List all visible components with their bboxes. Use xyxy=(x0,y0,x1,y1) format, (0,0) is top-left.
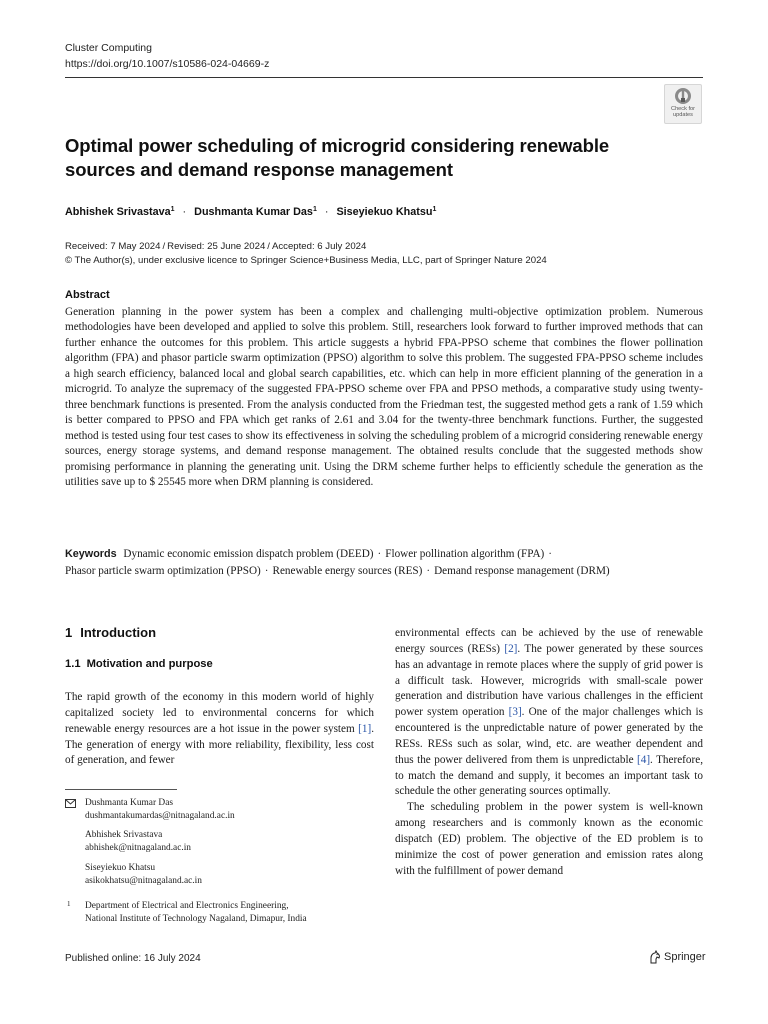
author-name: Dushmanta Kumar Das xyxy=(85,798,174,808)
copyright-line: © The Author(s), under exclusive licence to Springer Science+Business Media, LLC, part of Springer Nature 2024 xyxy=(65,255,547,266)
keyword: Phasor particle swarm optimization (PPSO) xyxy=(65,565,261,577)
keywords: Keywords Dynamic economic emission dispatch problem (DEED) · Flower pollination algorithm (FPA) · Phasor particle swarm optimization (PPSO) · Renewable energy sources (RES) · Demand response management (DRM) xyxy=(65,548,610,577)
author-separator: · xyxy=(182,206,187,218)
author-name: Abhishek Srivastava xyxy=(85,830,163,840)
author-separator: · xyxy=(324,206,329,218)
author-name: Siseyiekuo Khatsu xyxy=(85,863,156,873)
author-name[interactable]: Siseyiekuo Khatsu xyxy=(336,206,433,218)
publication-dates: Received: 7 May 2024 / Revised: 25 June 2024 / Accepted: 6 July 2024 © The Author(s), under exclusive licence to Springer Science+Business Media, LLC, part of Springer Nature 2024 xyxy=(65,241,547,266)
author-email[interactable]: asikokhatsu@nitnagaland.ac.in xyxy=(85,875,202,886)
author-name[interactable]: Dushmanta Kumar Das xyxy=(194,206,313,218)
revised-date: Revised: 25 June 2024 xyxy=(167,241,266,252)
publisher-logo xyxy=(648,950,706,964)
accepted-date: Accepted: 6 July 2024 xyxy=(271,241,367,252)
left-column-text xyxy=(65,690,374,769)
author-list xyxy=(65,202,436,220)
paragraph: The scheduling problem in the power system is well-known among researchers and is commonly known as the economic dispatch (ED) problem. The objective of the ED problem is to minimize the cost of power generation and emission rates along with the fulfillment of power demand xyxy=(395,801,703,877)
footnote-rule xyxy=(65,789,177,790)
paragraph: environmental effects can be achieved by the use of renewable energy sources (RESs) [2]. The power generated by these sources has an advantage in remote places where the supply of grid power is a difficult task. However, microgrids with small-scale power generation and distribution have various challenges in the efficient power system operation [3]. One of the major challenges which is encountered is the unpredictable nature of power generated by the RESs. RESs such as solar, wind, etc. are weather dependent and thus the power delivered from them is unpredictable [4]. Therefore, to match the demand and supply, it becomes an important task to schedule the other generating sources optimally. xyxy=(395,627,703,798)
doi-link[interactable]: https://doi.org/10.1007/s10586-024-04669-z xyxy=(65,58,270,70)
badge-text: Check for updates xyxy=(671,106,695,118)
affiliation-marker: 1 xyxy=(312,206,317,213)
paragraph: The rapid growth of the economy in this modern world of highly capitalized society led to environmental concerns for which renewable energy resources are a hot issue in the power system [1]. The generation of energy with more reliability, flexibility, less cost of generation, and fewer xyxy=(65,691,374,767)
published-online: Published online: 16 July 2024 xyxy=(65,953,201,964)
citation-link[interactable]: [2] xyxy=(504,642,518,655)
author-email[interactable]: abhishek@nitnagaland.ac.in xyxy=(85,842,191,853)
section-heading-introduction: 1 Introduction xyxy=(65,625,157,640)
header-rule xyxy=(65,77,703,78)
affiliation-marker: 1 xyxy=(170,206,175,213)
affiliation-line: Department of Electrical and Electronics Engineering, xyxy=(85,901,289,911)
received-date: Received: 7 May 2024 xyxy=(65,241,161,252)
affiliation-number: 1 xyxy=(67,900,71,908)
check-for-updates-icon xyxy=(674,87,692,105)
springer-horse-icon xyxy=(648,950,661,964)
author-email[interactable]: dushmantakumardas@nitnagaland.ac.in xyxy=(85,810,235,821)
affiliation-line: National Institute of Technology Nagaland, Dimapur, India xyxy=(85,913,307,924)
abstract-heading: Abstract xyxy=(65,289,110,301)
envelope-icon xyxy=(65,799,76,808)
citation-link[interactable]: [3] xyxy=(508,706,522,719)
citation-link[interactable]: [1] xyxy=(358,722,372,735)
subsection-heading-motivation: 1.1 Motivation and purpose xyxy=(65,658,213,670)
abstract-text: Generation planning in the power system has been a complex and challenging multi-objective optimization problem. Numerous methodologies have been developed and applied to solve this problem. Still, researchers look forward to further improved methods that can further enhance the outcomes for this problem. This article suggests a hybrid FPA-PPSO scheme that combines the flower pollination algorithm (FPA) and phasor particle swarm optimization (PPSO) algorithm to solve this problem. The suggested FPA-PPSO scheme includes a high search efficiency, balanced local and global search capabilities, etc. which can help in more efficient planning of the generation in a microgrid. To analyze the supremacy of the suggested FPA-PPSO scheme over FPA and PPSO methods, a comparative study using twenty-three benchmark functions is presented. From the analysis conducted from the Friedman test, the suggested method gets a rank of 1.59 which is better compared to PPSO and FPA which get ranks of 2.61 and 3.04 for the twenty-three benchmark functions. Further, the suggested method is tested using four test cases to show its effectiveness in solving the scheduling problem of a microgrid considering renewable energy sources, energy storage systems, and demand response management. The obtained results conclude that the suggested methods show promising performance in planning the generating unit. Using the DRM scheme further helps to efficiently schedule the generation as the utilities save up to $ 25545 more when DRM planning is considered. xyxy=(65,306,703,488)
citation-link[interactable]: [4] xyxy=(637,753,651,766)
check-for-updates-badge[interactable] xyxy=(664,84,702,124)
keyword: Demand response management (DRM) xyxy=(434,565,610,577)
publisher-name: Springer xyxy=(664,951,706,963)
keyword: Renewable energy sources (RES) xyxy=(272,565,423,577)
journal-header xyxy=(65,40,269,72)
right-column-text xyxy=(395,626,703,880)
journal-name: Cluster Computing xyxy=(65,42,152,54)
keyword: Flower pollination algorithm (FPA) xyxy=(385,548,545,560)
affiliation-marker: 1 xyxy=(432,206,437,213)
keywords-heading: Keywords xyxy=(65,548,117,560)
paper-title: Optimal power scheduling of microgrid considering renewable sources and demand response management xyxy=(65,135,610,180)
keyword: Dynamic economic emission dispatch problem (DEED) xyxy=(123,548,374,560)
author-name[interactable]: Abhishek Srivastava xyxy=(65,206,171,218)
